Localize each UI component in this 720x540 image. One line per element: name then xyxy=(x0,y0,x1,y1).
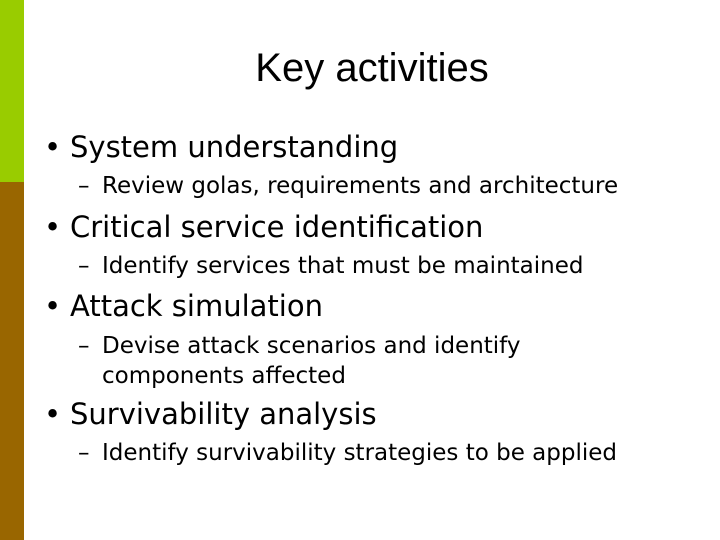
sub-bullet-dash-icon: – xyxy=(78,440,90,466)
bullet-dot-icon: • xyxy=(44,397,62,431)
bullet-text: System understanding xyxy=(70,130,399,164)
sub-bullet-dash-icon: – xyxy=(78,333,90,359)
bullet-dot-icon: • xyxy=(44,210,62,244)
sub-bullet-text: Review golas, requirements and architecture xyxy=(102,173,619,199)
bullet-text: Critical service identification xyxy=(70,210,484,244)
sub-bullet-text: Devise attack scenarios and identify xyxy=(102,333,521,359)
sub-bullet-text: components affected xyxy=(102,363,346,389)
slide-title: Key activities xyxy=(255,46,489,90)
bullet-dot-icon: • xyxy=(44,130,62,164)
sub-bullet-text: Identify survivability strategies to be applied xyxy=(102,440,618,466)
bullet-text: Attack simulation xyxy=(70,289,323,323)
sub-bullet-dash-icon: – xyxy=(78,253,90,279)
sub-bullet-dash-icon: – xyxy=(78,173,90,199)
bullet-dot-icon: • xyxy=(44,289,62,323)
bullet-text: Survivability analysis xyxy=(70,397,377,431)
sub-bullet-text: Identify services that must be maintained xyxy=(102,253,584,279)
